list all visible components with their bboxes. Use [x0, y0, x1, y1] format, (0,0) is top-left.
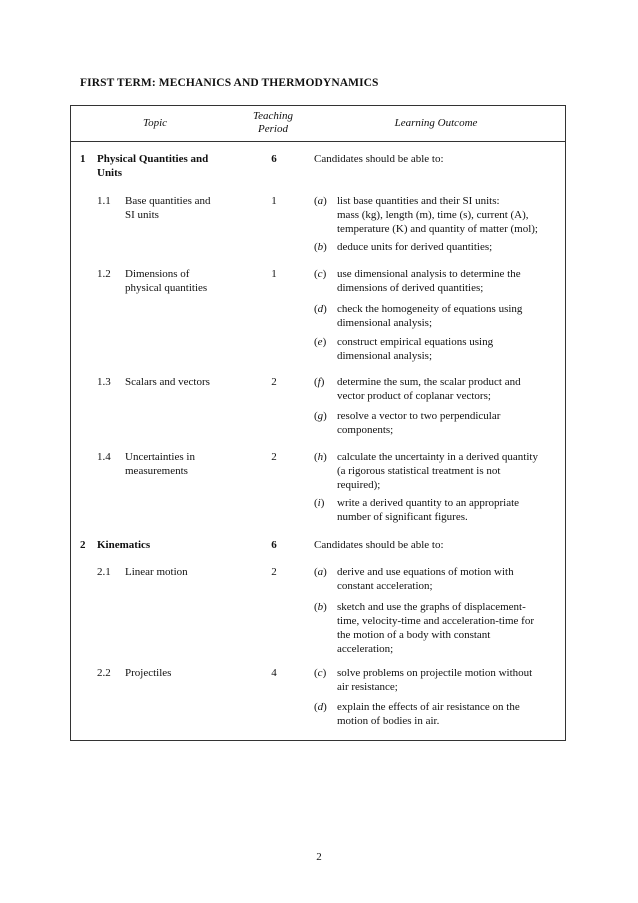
section-period: 6 [271, 153, 277, 165]
outcome-text: deduce units for derived quantities; [337, 241, 493, 253]
outcome-text: sketch and use the graphs of displacement- time, velocity-time and acceleration-time for the motion of a body with constant acceleration; [337, 601, 534, 655]
subtopic-name: Projectiles [125, 667, 172, 679]
section-name: Physical Quantities and Units [97, 153, 209, 179]
outcome-text: derive and use equations of motion with constant acceleration; [337, 566, 514, 592]
subtopic-number: 1.1 [97, 195, 111, 207]
subtopic-name: Scalars and vectors [125, 376, 210, 388]
subtopic-period: 2 [271, 451, 277, 463]
subtopic-name: Uncertainties in measurements [125, 451, 195, 477]
outcome-text: construct empirical equations using dimensional analysis; [337, 336, 494, 362]
outcome-label: (a) [314, 195, 327, 207]
header-period-line2: Period [258, 123, 288, 135]
outcome-label: (d) [314, 701, 327, 713]
section-number: 1 [80, 153, 86, 165]
header-period-line1: Teaching [253, 110, 293, 122]
outcome-label: (h) [314, 451, 327, 463]
outcome-label: (b) [314, 241, 327, 253]
outcome-text: solve problems on projectile motion without air resistance; [337, 667, 533, 693]
subtopic-period: 4 [271, 667, 277, 679]
outcome-label: (e) [314, 336, 327, 348]
outcome-text: list base quantities and their SI units: mass (kg), length (m), time (s), current (A), temperature (K) and quantity of matter (mol); [337, 195, 538, 235]
outcome-text: determine the sum, the scalar product and vector product of coplanar vectors; [337, 376, 521, 402]
subtopic-period: 1 [271, 195, 277, 207]
subtopic-number: 2.1 [97, 566, 111, 578]
page-number: 2 [316, 851, 322, 863]
outcome-label: (f) [314, 376, 325, 388]
subtopic-period: 2 [271, 566, 277, 578]
term-title: FIRST TERM: MECHANICS AND THERMODYNAMICS [80, 77, 379, 89]
header-divider [70, 141, 566, 142]
section-period: 6 [271, 539, 277, 551]
candidates-text: Candidates should be able to: [314, 539, 444, 551]
outcome-text: explain the effects of air resistance on the motion of bodies in air. [337, 701, 520, 727]
outcome-label: (g) [314, 410, 327, 422]
outcome-text: check the homogeneity of equations using dimensional analysis; [337, 303, 523, 329]
outcome-label: (b) [314, 601, 327, 613]
outcome-label: (c) [314, 667, 327, 679]
section-number: 2 [80, 539, 86, 551]
candidates-text: Candidates should be able to: [314, 153, 444, 165]
outcome-text: write a derived quantity to an appropriate number of significant figures. [337, 497, 520, 523]
outcome-text: calculate the uncertainty in a derived quantity (a rigorous statistical treatment is not required); [337, 451, 538, 491]
outcome-label: (c) [314, 268, 327, 280]
header-learning-outcome: Learning Outcome [394, 117, 478, 129]
subtopic-name: Linear motion [125, 566, 188, 578]
subtopic-number: 1.2 [97, 268, 111, 280]
header-topic: Topic [142, 117, 168, 129]
subtopic-period: 2 [271, 376, 277, 388]
header-teaching-period [240, 110, 306, 136]
outcome-text: use dimensional analysis to determine the dimensions of derived quantities; [337, 268, 521, 294]
subtopic-period: 1 [271, 268, 277, 280]
outcome-label: (d) [314, 303, 327, 315]
outcome-text: resolve a vector to two perpendicular components; [337, 410, 501, 436]
subtopic-name: Base quantities and SI units [125, 195, 211, 221]
outcome-label: (a) [314, 566, 327, 578]
subtopic-name: Dimensions of physical quantities [125, 268, 208, 294]
subtopic-number: 2.2 [97, 667, 111, 679]
outcome-label: (i) [314, 497, 325, 509]
subtopic-number: 1.4 [97, 451, 111, 463]
subtopic-number: 1.3 [97, 376, 111, 388]
section-name: Kinematics [97, 539, 151, 551]
